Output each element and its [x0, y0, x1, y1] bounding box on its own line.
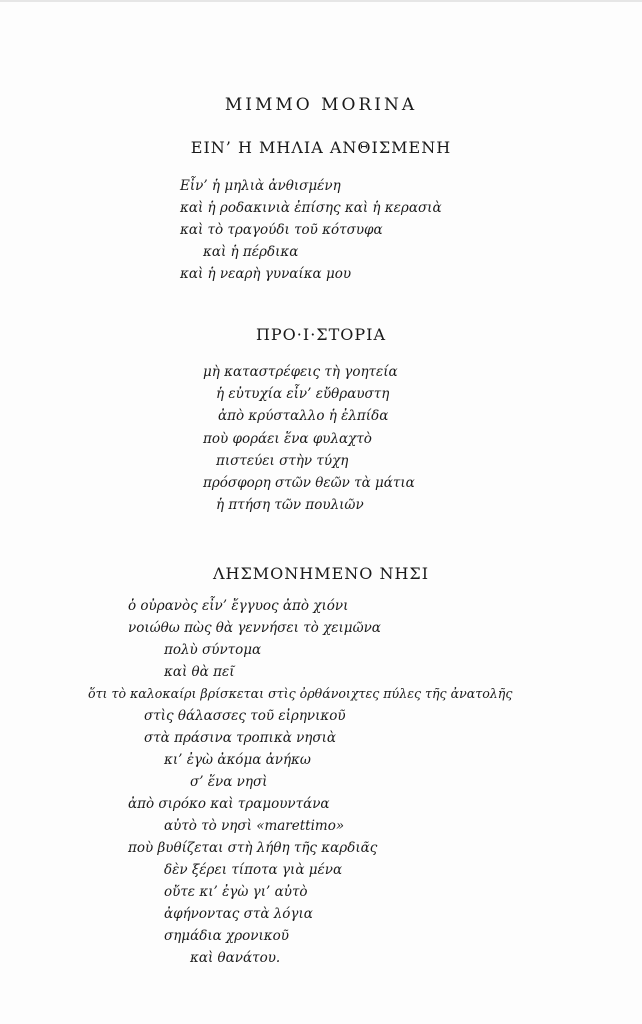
poem-line: ἀφήνοντας στὰ λόγια [164, 906, 313, 922]
poem-title: ΕΙΝ’ Η ΜΗΛΙΑ ΑΝΘΙΣΜΕΝΗ [190, 138, 452, 157]
poem-line: ἡ εὐτυχία εἶν’ εὔθραυστη [216, 386, 390, 402]
poem-line: ἀπὸ σιρόκο καὶ τραμουντάνα [128, 796, 330, 812]
poem-line: σημάδια χρονικοῦ [164, 928, 289, 944]
poem-line: ἡ πτήση τῶν πουλιῶν [216, 497, 364, 513]
poem-title: ΠΡΟ·Ι·ΣΤΟΡΙΑ [255, 325, 387, 344]
poem-line: ὅτι τὸ καλοκαίρι βρίσκεται στὶς ὀρθάνοιχτες πύλες τῆς ἀνατολῆς [88, 686, 513, 701]
poem-line: καὶ ἡ πέρδικα [203, 244, 299, 260]
poem-line: πρόσφορη στῶν θεῶν τὰ μάτια [203, 475, 415, 491]
poem-line: καὶ ἡ ροδακινιὰ ἐπίσης καὶ ἡ κερασιὰ [180, 200, 442, 216]
poem-line: καὶ θὰ πεῖ [164, 664, 235, 680]
poem-line: καὶ τὸ τραγούδι τοῦ κότσυφα [180, 222, 383, 238]
poem-line: πιστεύει στὴν τύχη [216, 453, 349, 469]
poem-line: καὶ θανάτου. [190, 950, 281, 966]
poem-line: αὐτὸ τὸ νησὶ «marettimo» [164, 818, 345, 834]
poem-line: ποὺ βυθίζεται στὴ λήθη τῆς καρδιᾶς [128, 840, 378, 856]
poem-line: ἀπὸ κρύσταλλο ἡ ἐλπίδα [218, 408, 389, 424]
poem-line: δὲν ξέρει τίποτα γιὰ μένα [164, 862, 343, 878]
poem-line: σ’ ἕνα νησὶ [190, 774, 268, 790]
page-edge [0, 0, 642, 2]
poem-line: ποὺ φοράει ἕνα φυλαχτὸ [203, 431, 372, 447]
poem-line: ὁ οὐρανὸς εἶν’ ἔγγυος ἀπὸ χιόνι [128, 598, 349, 614]
author-name: MIMMO MORINA [224, 95, 418, 115]
poem-line: κι’ ἐγὼ ἀκόμα ἀνήκω [164, 752, 311, 768]
poem-line: μὴ καταστρέφεις τὴ γοητεία [203, 364, 398, 380]
poem-line: στὶς θάλασσες τοῦ εἰρηνικοῦ [144, 708, 346, 724]
poem-title: ΛΗΣΜΟΝΗΜΕΝΟ ΝΗΣΙ [212, 564, 430, 583]
poem-line: στὰ πράσινα τροπικὰ νησιὰ [144, 730, 337, 746]
poem-line: καὶ ἡ νεαρὴ γυναίκα μου [180, 266, 352, 282]
poem-line: νοιώθω πὼς θὰ γεννήσει τὸ χειμῶνα [128, 620, 381, 636]
poem-line: πολὺ σύντομα [164, 642, 262, 658]
poem-line: οὔτε κι’ ἐγὼ γι’ αὐτὸ [164, 884, 308, 900]
poem-line: Εἶν’ ἡ μηλιὰ ἀνθισμένη [180, 178, 341, 194]
